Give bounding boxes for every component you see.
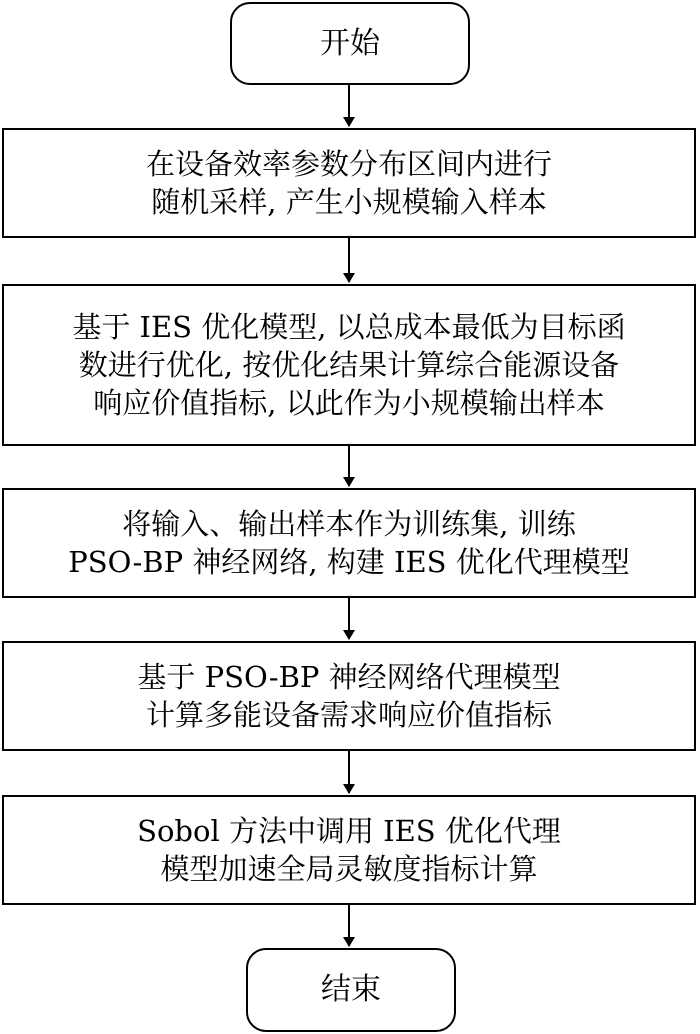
start-label: 开始: [320, 25, 380, 61]
step-2-line-3: 响应价值指标, 以此作为小规模输出样本: [93, 386, 605, 420]
step-3-line-1: 将输入、输出样本作为训练集, 训练: [122, 507, 576, 541]
start-node: [230, 2, 470, 85]
step-2-box: [2, 284, 696, 446]
step-5-line-2: 模型加速全局灵敏度指标计算: [160, 852, 538, 886]
step-1-box: [2, 128, 696, 238]
step-5-box: [2, 795, 696, 905]
step-3-box: [2, 488, 696, 598]
step-3-line-2: PSO-BP 神经网络, 构建 IES 优化代理模型: [68, 545, 630, 579]
step-4-line-2: 计算多能设备需求响应价值指标: [145, 698, 552, 732]
end-label: 结束: [321, 972, 381, 1007]
step-1-line-2: 随机采样, 产生小规模输入样本: [151, 185, 547, 219]
step-1-line-1: 在设备效率参数分布区间内进行: [145, 147, 552, 181]
step-4-box: [2, 641, 696, 751]
step-2-line-1: 基于 IES 优化模型, 以总成本最低为目标函: [72, 310, 626, 344]
step-5-line-1: Sobol 方法中调用 IES 优化代理: [137, 814, 561, 848]
step-4-line-1: 基于 PSO-BP 神经网络代理模型: [137, 660, 561, 694]
step-2-line-2: 数进行优化, 按优化结果计算综合能源设备: [78, 348, 620, 382]
end-node: [246, 948, 456, 1032]
